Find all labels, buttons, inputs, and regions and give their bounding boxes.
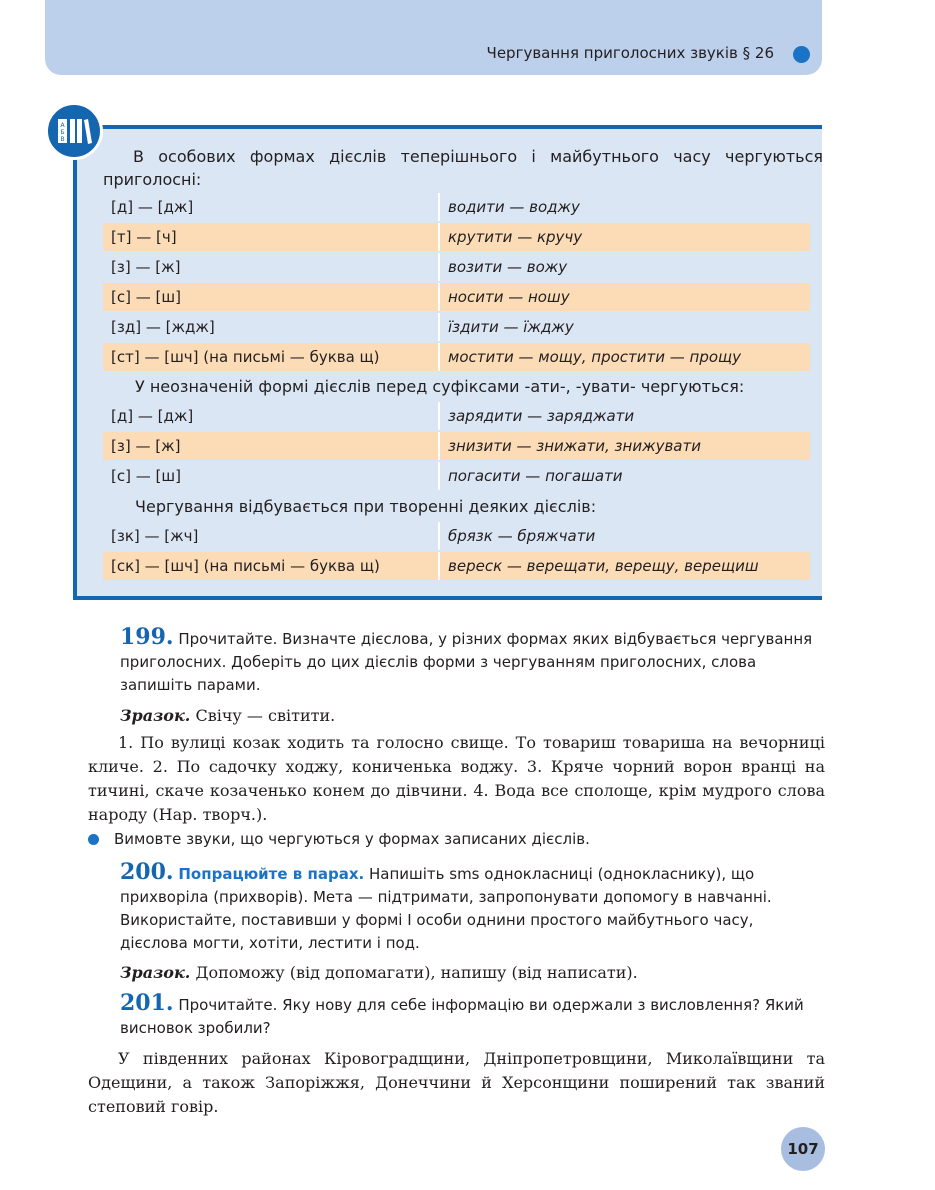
exercise-199-task: 199. Прочитайте. Визначте дієслова, у різних формах яких відбувається чергування приголосних. Доберіть до цих дієслів форми з чергуванням приголосних, слова запишіть парами.	[120, 624, 813, 694]
alternation-table-3	[103, 522, 810, 582]
table-row: [с] — [ш] носити — ношу	[103, 283, 810, 311]
table-row: [зд] — [ждж] їздити — їжджу	[103, 313, 810, 341]
exercise-200-sample: Зразок. Допоможу (від допомагати), напишу (від написати).	[120, 963, 638, 982]
section-dot-icon	[793, 46, 810, 63]
rule-subheading-infinitive: У неозначеній формі дієслів перед суфіксами -ати-, -увати- чергуються:	[135, 377, 745, 396]
svg-text:А: А	[60, 122, 65, 129]
table-row: [ск] — [шч] (на письмі — буква щ) вереск — верещати, верещу, верещиш	[103, 552, 810, 580]
table-row: [д] — [дж] зарядити — заряджати	[103, 402, 810, 430]
table-row: [з] — [ж] знизити — знижати, знижувати	[103, 432, 810, 460]
table-row: [з] — [ж] возити — вожу	[103, 253, 810, 281]
exercise-199-text: 1. По вулиці козак ходить та голосно свище. То товариш товариша на вечорниці кличе. 2. По садочку ходжу, кониченька воджу. 3. Кряче чорний ворон вранці на тичині, скаче козаченько конем до дівчини. 4. Вода все сполоще, крім мудрого слова народу (Нар. творч.).	[88, 733, 825, 824]
table-row: [т] — [ч] крутити — кручу	[103, 223, 810, 251]
alternation-table-2	[103, 402, 810, 492]
alternation-table-1	[103, 193, 810, 373]
abv-books-icon	[45, 102, 103, 160]
pairs-label: Попрацюйте в парах.	[178, 865, 365, 883]
exercise-199-bullet: Вимовте звуки, що чергуються у формах записаних дієслів.	[88, 830, 590, 848]
section-title: Чергування приголосних звуків § 26	[486, 44, 774, 62]
header-band	[45, 0, 822, 75]
exercise-200-task: 200. Попрацюйте в парах. Напишіть sms однокласниці (однокласнику), що прихворіла (прихворів). Мета — підтримати, запропонувати допомогу в навчанні. Використайте, поставивши у формі І особи однини простого майбутнього часу, дієслова могти, хотіти, лестити і под.	[120, 859, 772, 952]
rule-intro: В особових формах дієслів теперішнього і майбутнього часу чергуються приголосні:	[103, 147, 823, 189]
table-row: [д] — [дж] водити — воджу	[103, 193, 810, 221]
exercise-number: 200.	[120, 859, 174, 885]
bullet-dot-icon	[88, 834, 99, 845]
exercise-199-sample: Зразок. Свічу — світити.	[120, 706, 336, 725]
exercise-201-text: У південних районах Кіровоградщини, Дніпропетровщини, Миколаївщини та Одещини, а також Запоріжжя, Донеччини й Херсонщини поширений так званий степовий говір.	[88, 1049, 825, 1116]
table-row: [зк] — [жч] брязк — бряжчати	[103, 522, 810, 550]
svg-text:Б: Б	[60, 129, 65, 136]
exercise-number: 201.	[120, 990, 174, 1016]
svg-text:В: В	[60, 136, 65, 143]
table-row: [ст] — [шч] (на письмі — буква щ) мостити — мощу, простити — прощу	[103, 343, 810, 371]
rule-subheading-derivation: Чергування відбувається при творенні деяких дієслів:	[135, 497, 597, 516]
exercise-number: 199.	[120, 624, 174, 650]
page-number: 107	[781, 1127, 825, 1171]
exercise-201-task: 201. Прочитайте. Яку нову для себе інформацію ви одержали з висловлення? Який висновок зробили?	[120, 990, 804, 1037]
table-row: [с] — [ш] погасити — погашати	[103, 462, 810, 490]
